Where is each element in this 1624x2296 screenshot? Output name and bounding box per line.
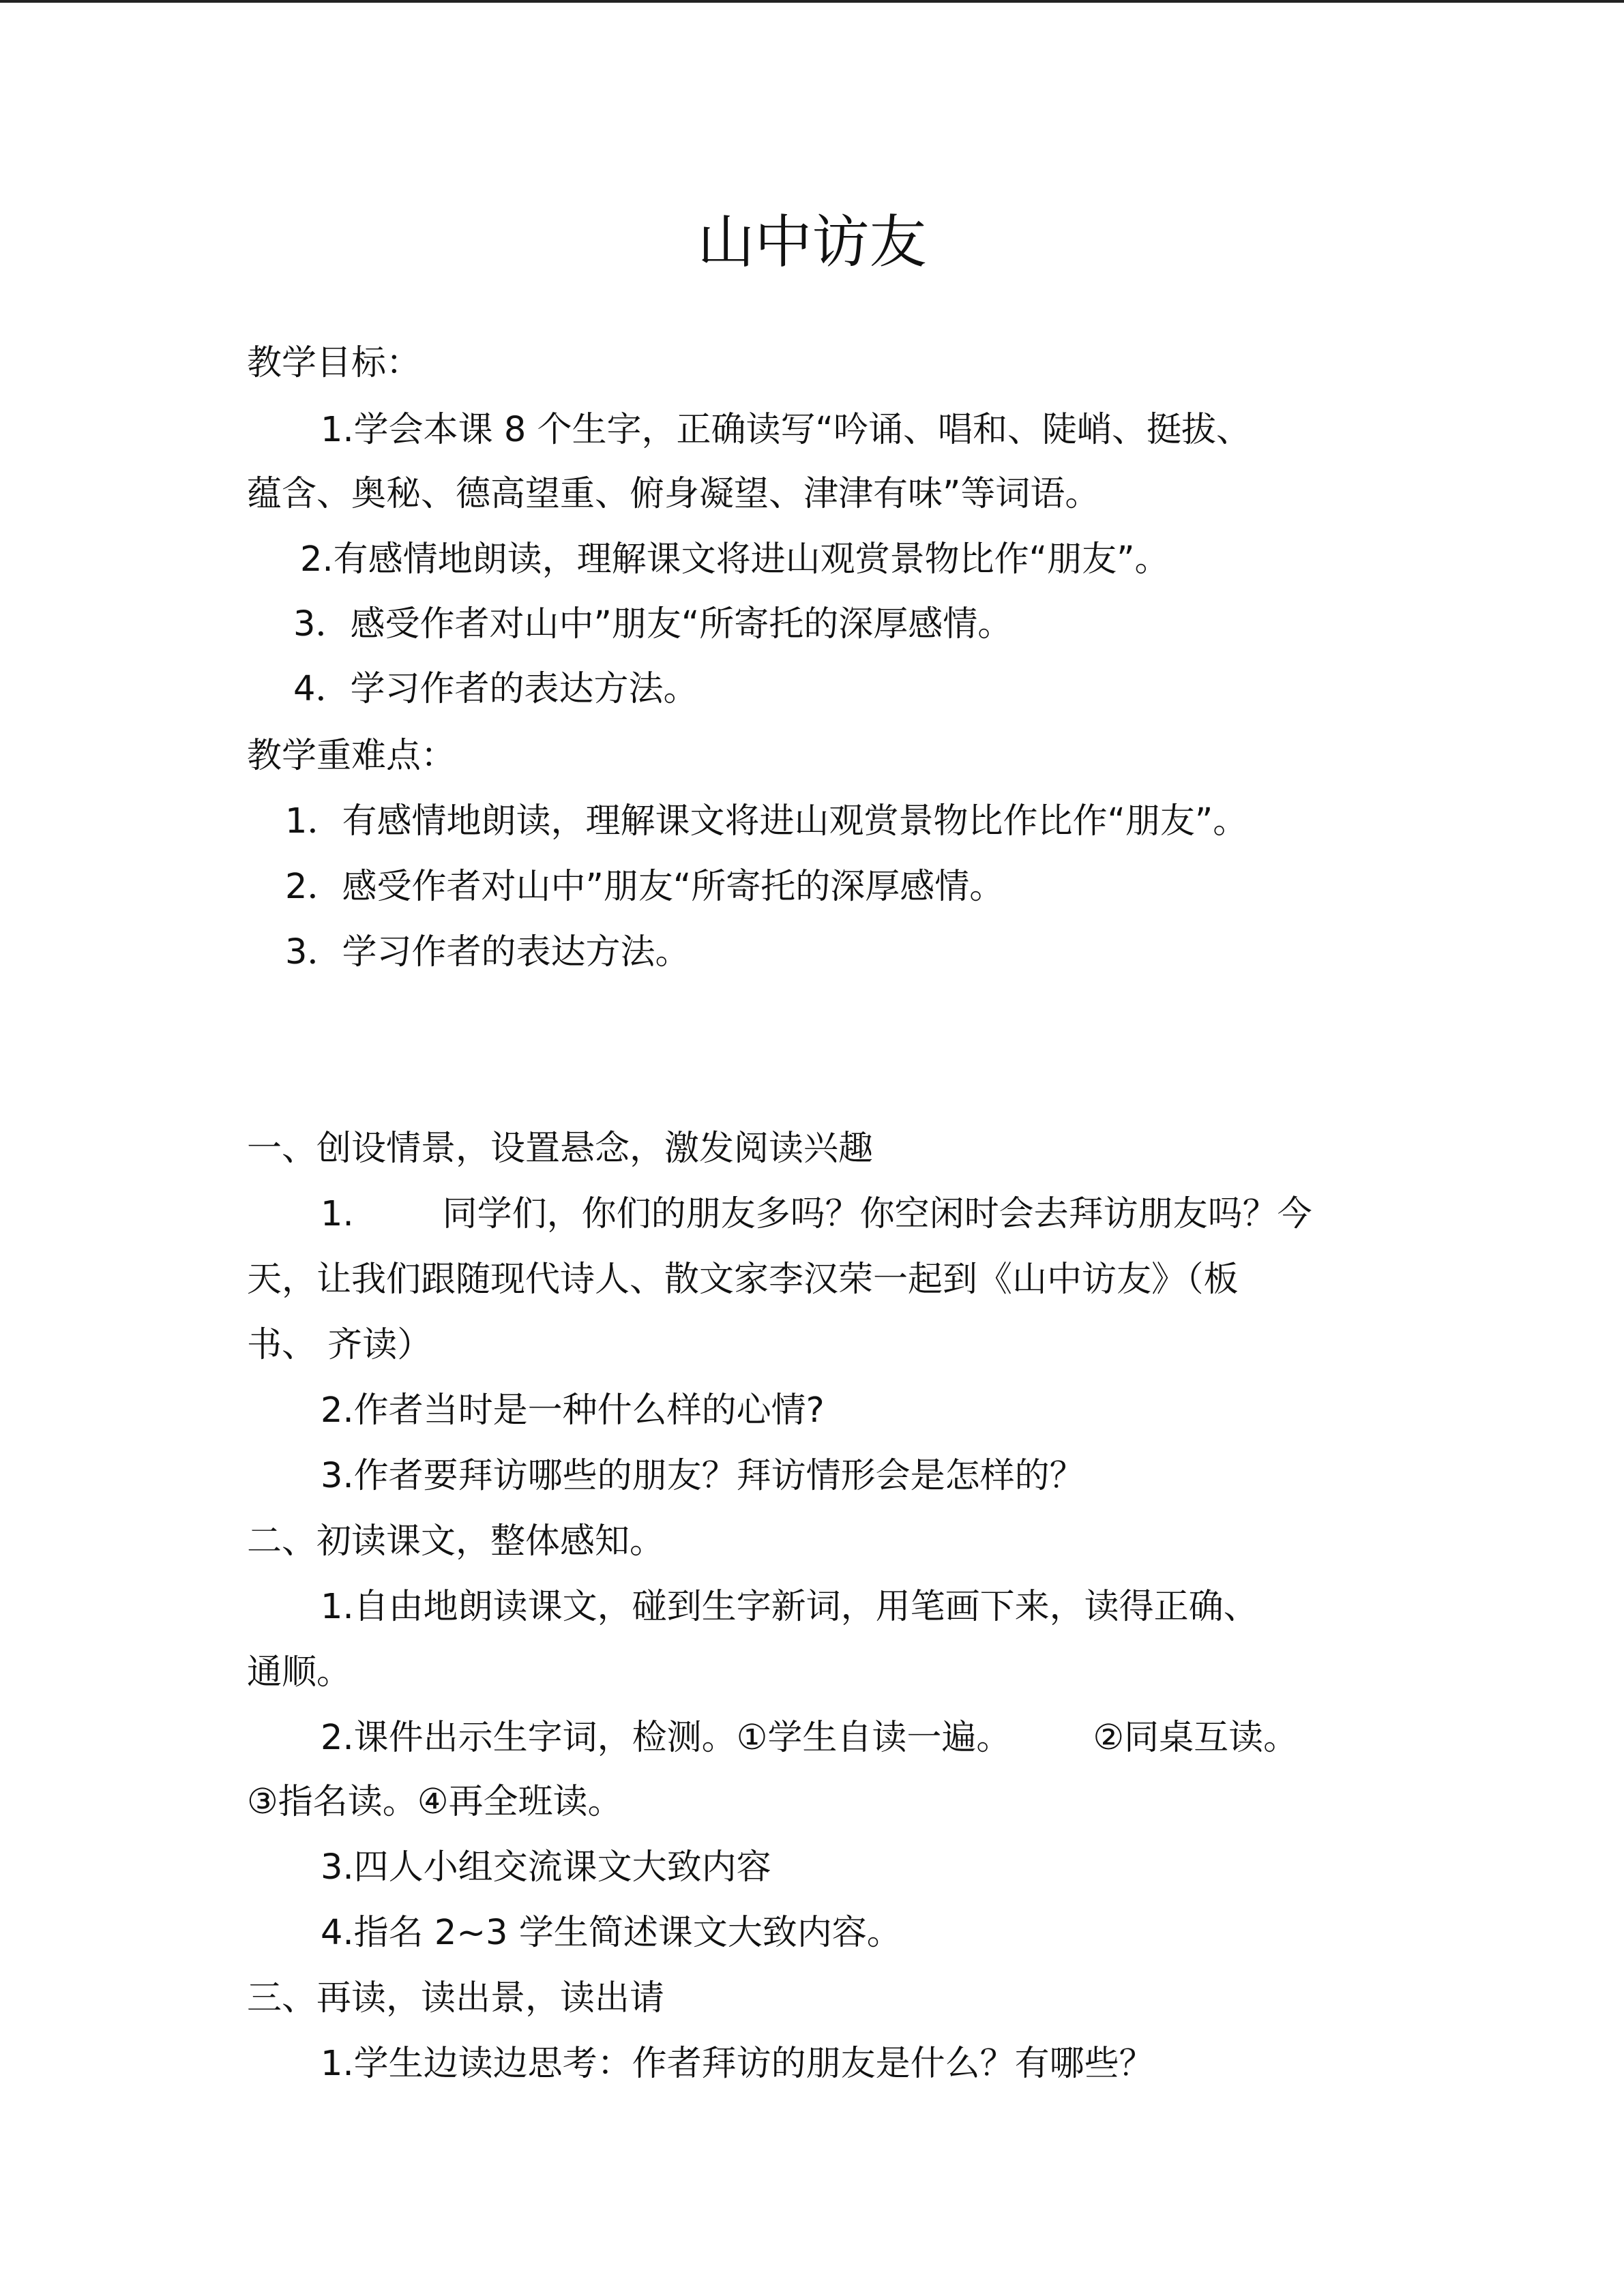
section-2-item-1-line-2: 通顺。 [247,1652,352,1693]
objective-3: 3．感受作者对山中”朋友“所寄托的深厚感情。 [293,604,1013,644]
key-point-1: 1．有感情地朗读，理解课文将进山观赏景物比作比作“朋友”。 [285,801,1248,841]
item-text: 同学们，你们的朋友多吗？你空闲时会去拜访朋友吗？今 [442,1194,1312,1234]
section-2-item-1: 1.自由地朗读课文，碰到生字新词，用笔画下来，读得正确、 [321,1587,1258,1627]
page-top-border [0,0,1624,3]
section-1-item-1-line-2: 天，让我们跟随现代诗人、散文家李汉荣一起到《山中访友》（板 [247,1259,1239,1300]
section-2-item-2-line-2: ③指名读。④再全班读。 [247,1782,623,1822]
objective-2: 2.有感情地朗读，理解课文将进山观赏景物比作“朋友”。 [300,539,1170,580]
objective-4: 4．学习作者的表达方法。 [293,669,698,709]
item-text-part-2: ②同桌互读。 [1093,1718,1299,1758]
key-point-2: 2．感受作者对山中”朋友“所寄托的深厚感情。 [285,867,1005,907]
section-1-item-1-line-3: 书、 齐读） [247,1325,432,1365]
objective-1: 1.学会本课 8 个生字，正确读写“吟诵、唱和、陡峭、挺拔、 [321,410,1251,450]
section-3-heading: 三、再读，读出景，读出请 [247,1978,665,2018]
section-2-item-4: 4.指名 2~3 学生简述课文大致内容。 [321,1913,902,1953]
section-1-item-3: 3.作者要拜访哪些的朋友？拜访情形会是怎样的？ [321,1456,1084,1496]
objectives-heading: 教学目标： [247,343,422,383]
section-2-item-2 [321,1714,1298,1762]
section-3-item-1: 1.学生边读边思考：作者拜访的朋友是什么？有哪些？ [321,2044,1154,2084]
section-1-heading: 一、创设情景，设置悬念，激发阅读兴趣 [247,1129,874,1169]
key-points-heading: 教学重难点： [247,736,456,776]
key-point-3: 3．学习作者的表达方法。 [285,932,690,972]
item-text-part-1: 2.课件出示生字词，检测。①学生自读一遍。 [321,1718,1012,1758]
page-title: 山中访友 [697,209,927,275]
section-1-item-1 [321,1191,1312,1238]
section-2-item-3: 3.四人小组交流课文大致内容 [321,1847,771,1888]
objective-1-continued: 蕴含、奥秘、德高望重、俯身凝望、津津有味”等词语。 [247,474,1100,514]
section-1-item-2: 2.作者当时是一种什么样的心情? [321,1390,825,1431]
item-number: 1. [321,1194,354,1234]
section-2-heading: 二、初读课文，整体感知。 [247,1521,665,1562]
